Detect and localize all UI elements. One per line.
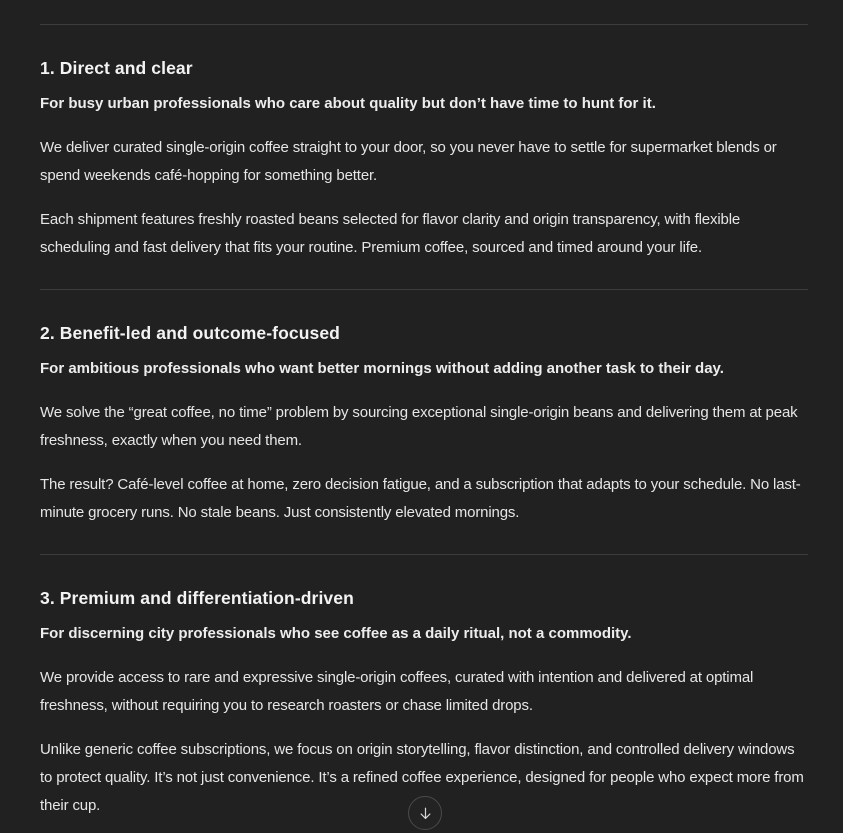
down-arrow-icon — [417, 805, 434, 822]
section-divider — [40, 289, 808, 290]
section-lead: For busy urban professionals who care about quality but don’t have time to hunt for it. — [40, 95, 656, 112]
section-heading: 2. Benefit-led and outcome-focused — [40, 323, 340, 343]
section-divider — [40, 24, 808, 25]
section-heading: 3. Premium and differentiation-driven — [40, 588, 354, 608]
scroll-to-bottom-button[interactable] — [408, 796, 442, 830]
section-heading: 1. Direct and clear — [40, 58, 193, 78]
section-paragraph: We provide access to rare and expressive single-origin coffees, curated with intention and delivered at optimal freshness, without requiring you to research roasters or chase limited drops. — [40, 669, 754, 714]
section-paragraph: The result? Café-level coffee at home, zero decision fatigue, and a subscription that adapts to your schedule. No last-minute grocery runs. No stale beans. Just consistently elevated mornings. — [40, 476, 801, 521]
section-paragraph: Unlike generic coffee subscriptions, we focus on origin storytelling, flavor distinction, and controlled delivery windows to protect quality. It’s not just convenience. It’s a refined coffee experience, designed for people who expect more from their cup. — [40, 741, 804, 814]
section-lead: For ambitious professionals who want better mornings without adding another task to their day. — [40, 360, 724, 377]
section-premium-differentiation — [40, 554, 808, 820]
section-paragraph: Each shipment features freshly roasted beans selected for flavor clarity and origin transparency, with flexible scheduling and fast delivery that fits your routine. Premium coffee, sourced and timed around your life. — [40, 211, 741, 256]
section-benefit-led — [40, 289, 808, 527]
section-divider — [40, 554, 808, 555]
section-paragraph: We deliver curated single-origin coffee straight to your door, so you never have to settle for supermarket blends or spend weekends café-hopping for something better. — [40, 139, 777, 184]
section-paragraph: We solve the “great coffee, no time” problem by sourcing exceptional single-origin beans and delivering them at peak freshness, exactly when you need them. — [40, 404, 798, 449]
section-lead: For discerning city professionals who see coffee as a daily ritual, not a commodity. — [40, 625, 632, 642]
section-direct-and-clear — [40, 24, 808, 262]
